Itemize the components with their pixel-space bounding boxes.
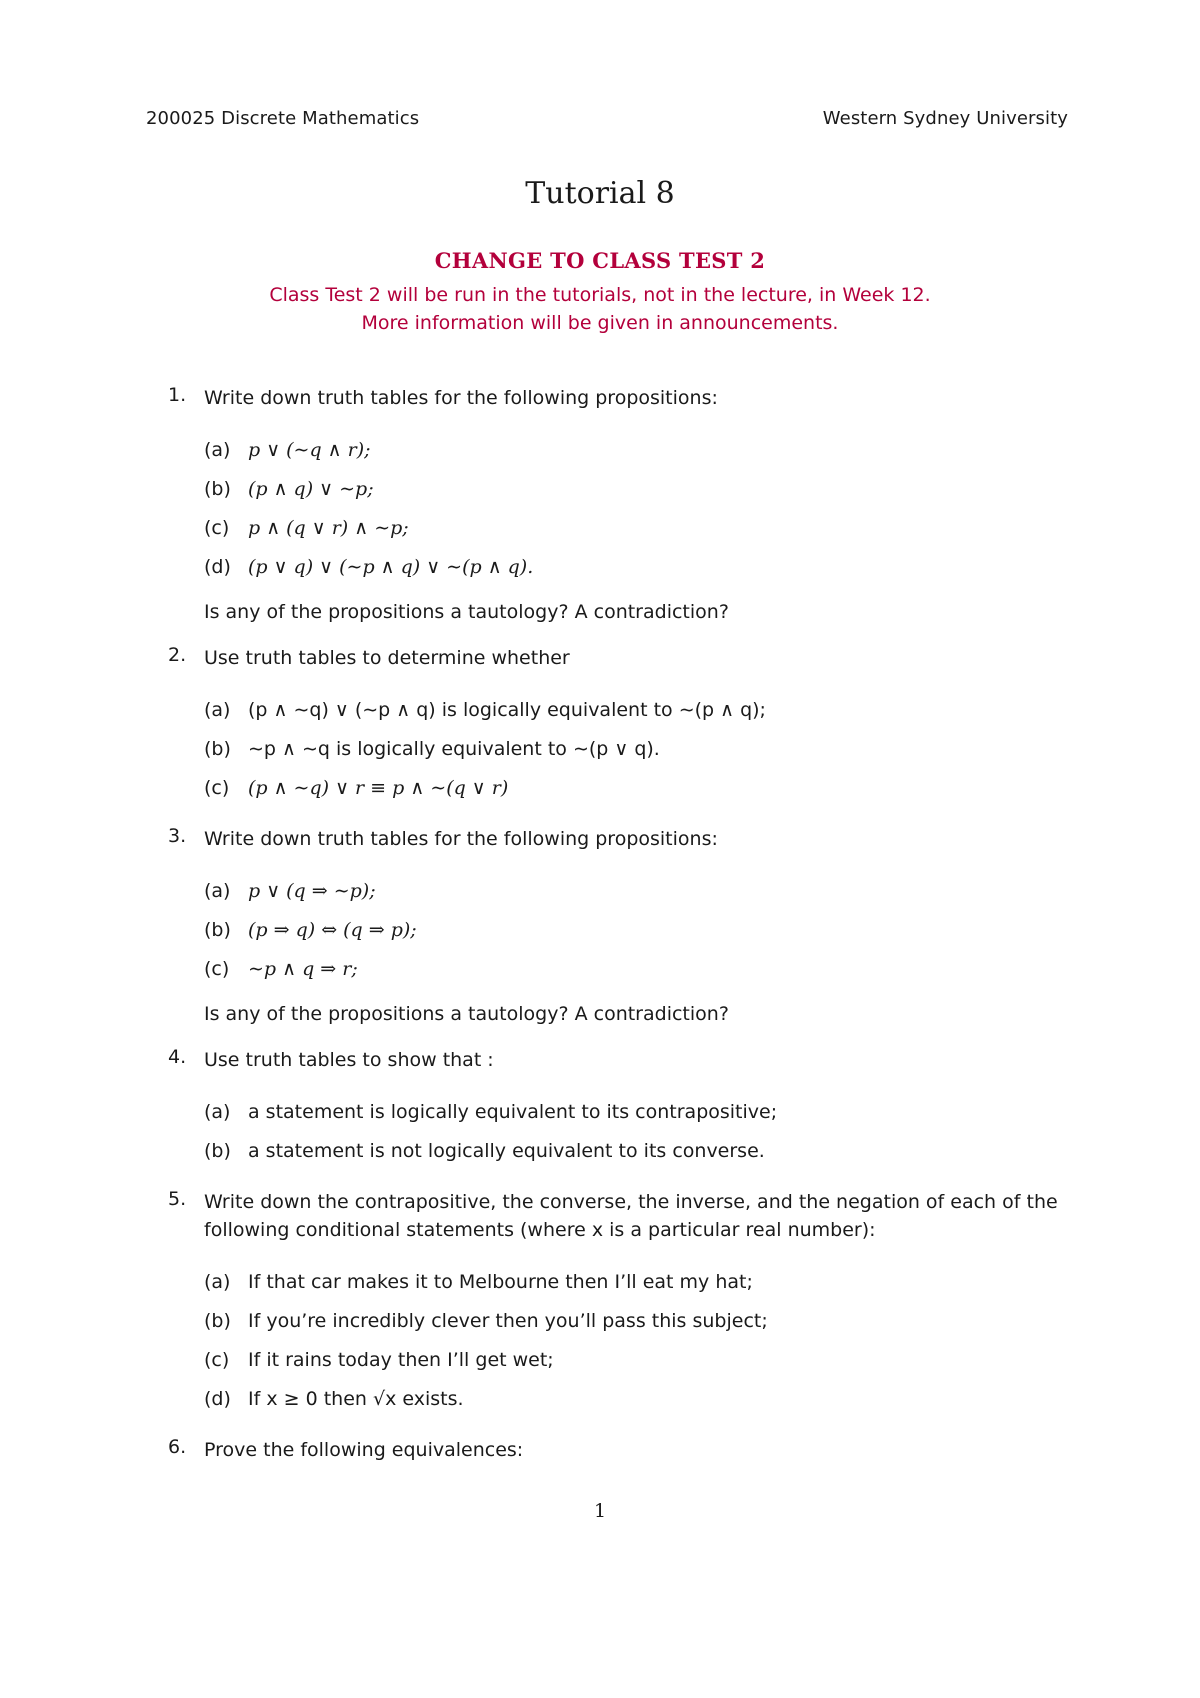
sub-question bbox=[204, 768, 1068, 807]
sub-question-text: If that car makes it to Melbourne then I’ll eat my hat; bbox=[248, 1270, 753, 1293]
sub-question bbox=[204, 1379, 1068, 1418]
sub-question bbox=[204, 729, 1068, 768]
question-number: 3. bbox=[168, 825, 187, 847]
sub-question-label: (c) bbox=[204, 516, 230, 539]
question-text: Write down truth tables for the following propositions: bbox=[204, 387, 718, 409]
sub-question-label: (d) bbox=[204, 555, 231, 578]
sub-question bbox=[204, 469, 1068, 508]
sub-question-list bbox=[204, 1262, 1068, 1418]
sub-question-text: If it rains today then I’ll get wet; bbox=[248, 1348, 554, 1371]
sub-question-label: (b) bbox=[204, 477, 231, 500]
question-number: 1. bbox=[168, 384, 187, 406]
sub-question bbox=[204, 1301, 1068, 1340]
sub-question-list bbox=[204, 430, 1068, 586]
question-text: Use truth tables to show that : bbox=[204, 1049, 494, 1071]
sub-question-list bbox=[204, 1092, 1068, 1170]
notice-heading: CHANGE TO CLASS TEST 2 bbox=[434, 248, 766, 273]
sub-question-label: (a) bbox=[204, 879, 231, 902]
question-text: Write down the contrapositive, the converse, the inverse, and the negation of each of the following conditional statements (where x is a particular real number): bbox=[204, 1191, 1058, 1241]
follow-up-question: Is any of the propositions a tautology? A contradiction? bbox=[204, 1003, 729, 1025]
sub-question-text: a statement is not logically equivalent to its converse. bbox=[248, 1139, 765, 1162]
sub-question-label: (a) bbox=[204, 1100, 231, 1123]
sub-question-label: (a) bbox=[204, 1270, 231, 1293]
sub-question-label: (a) bbox=[204, 698, 231, 721]
question-4 bbox=[168, 1046, 1068, 1170]
sub-question-label: (b) bbox=[204, 918, 231, 941]
sub-question-label: (c) bbox=[204, 776, 230, 799]
sub-question-label: (b) bbox=[204, 737, 231, 760]
university-name: Western Sydney University bbox=[822, 108, 1068, 129]
sub-question-text: If you’re incredibly clever then you’ll pass this subject; bbox=[248, 1309, 768, 1332]
sub-question-text: p ∨ (q ⇒ ∼p); bbox=[248, 879, 376, 902]
sub-question-text: ∼p ∧ ∼q is logically equivalent to ∼(p ∨ q). bbox=[248, 737, 660, 760]
sub-question-list bbox=[204, 690, 1068, 807]
sub-question-text: (p ∨ q) ∨ (∼p ∧ q) ∨ ∼(p ∧ q). bbox=[248, 555, 534, 578]
page-number: 1 bbox=[593, 1500, 607, 1522]
page-title: Tutorial 8 bbox=[525, 176, 675, 211]
sub-question bbox=[204, 871, 1068, 910]
sub-question-text: a statement is logically equivalent to its contrapositive; bbox=[248, 1100, 778, 1123]
notice-line-2: More information will be given in announcements. bbox=[361, 312, 839, 334]
sub-question bbox=[204, 1340, 1068, 1379]
sub-question-text: p ∧ (q ∨ r) ∧ ∼p; bbox=[248, 516, 409, 539]
follow-up-question: Is any of the propositions a tautology? A contradiction? bbox=[204, 601, 729, 623]
sub-question-text: p ∨ (∼q ∧ r); bbox=[248, 438, 371, 461]
page-header bbox=[146, 108, 1068, 129]
sub-question-list bbox=[204, 871, 1068, 988]
sub-question bbox=[204, 690, 1068, 729]
question-text: Write down truth tables for the following propositions: bbox=[204, 828, 718, 850]
sub-question-label: (b) bbox=[204, 1139, 231, 1162]
question-number: 2. bbox=[168, 644, 187, 666]
sub-question-text: ∼p ∧ q ⇒ r; bbox=[248, 957, 358, 980]
sub-question-label: (d) bbox=[204, 1387, 231, 1410]
sub-question-text: If x ≥ 0 then √x exists. bbox=[248, 1387, 464, 1410]
question-6 bbox=[168, 1436, 1068, 1464]
sub-question-label: (a) bbox=[204, 438, 231, 461]
sub-question bbox=[204, 1092, 1068, 1131]
sub-question bbox=[204, 910, 1068, 949]
sub-question-text: (p ∧ q) ∨ ∼p; bbox=[248, 477, 374, 500]
question-1 bbox=[168, 384, 1068, 626]
question-number: 6. bbox=[168, 1436, 187, 1458]
sub-question bbox=[204, 949, 1068, 988]
question-5 bbox=[168, 1188, 1068, 1418]
sub-question-label: (b) bbox=[204, 1309, 231, 1332]
question-text: Use truth tables to determine whether bbox=[204, 647, 570, 669]
question-3 bbox=[168, 825, 1068, 1028]
sub-question bbox=[204, 547, 1068, 586]
question-list bbox=[168, 384, 1068, 1482]
sub-question-label: (c) bbox=[204, 957, 230, 980]
sub-question-text: (p ∧ ∼q) ∨ r ≡ p ∧ ∼(q ∨ r) bbox=[248, 776, 509, 799]
sub-question bbox=[204, 430, 1068, 469]
sub-question bbox=[204, 1262, 1068, 1301]
sub-question-text: (p ⇒ q) ⇔ (q ⇒ p); bbox=[248, 918, 417, 941]
notice-box bbox=[0, 248, 1200, 337]
notice-line-1: Class Test 2 will be run in the tutorials, not in the lecture, in Week 12. bbox=[269, 284, 931, 306]
question-number: 5. bbox=[168, 1188, 187, 1210]
question-2 bbox=[168, 644, 1068, 807]
sub-question bbox=[204, 508, 1068, 547]
sub-question-label: (c) bbox=[204, 1348, 230, 1371]
sub-question-text: (p ∧ ∼q) ∨ (∼p ∧ q) is logically equivalent to ∼(p ∧ q); bbox=[248, 698, 766, 721]
question-number: 4. bbox=[168, 1046, 187, 1068]
question-text: Prove the following equivalences: bbox=[204, 1439, 524, 1461]
sub-question bbox=[204, 1131, 1068, 1170]
course-name: 200025 Discrete Mathematics bbox=[146, 108, 420, 129]
